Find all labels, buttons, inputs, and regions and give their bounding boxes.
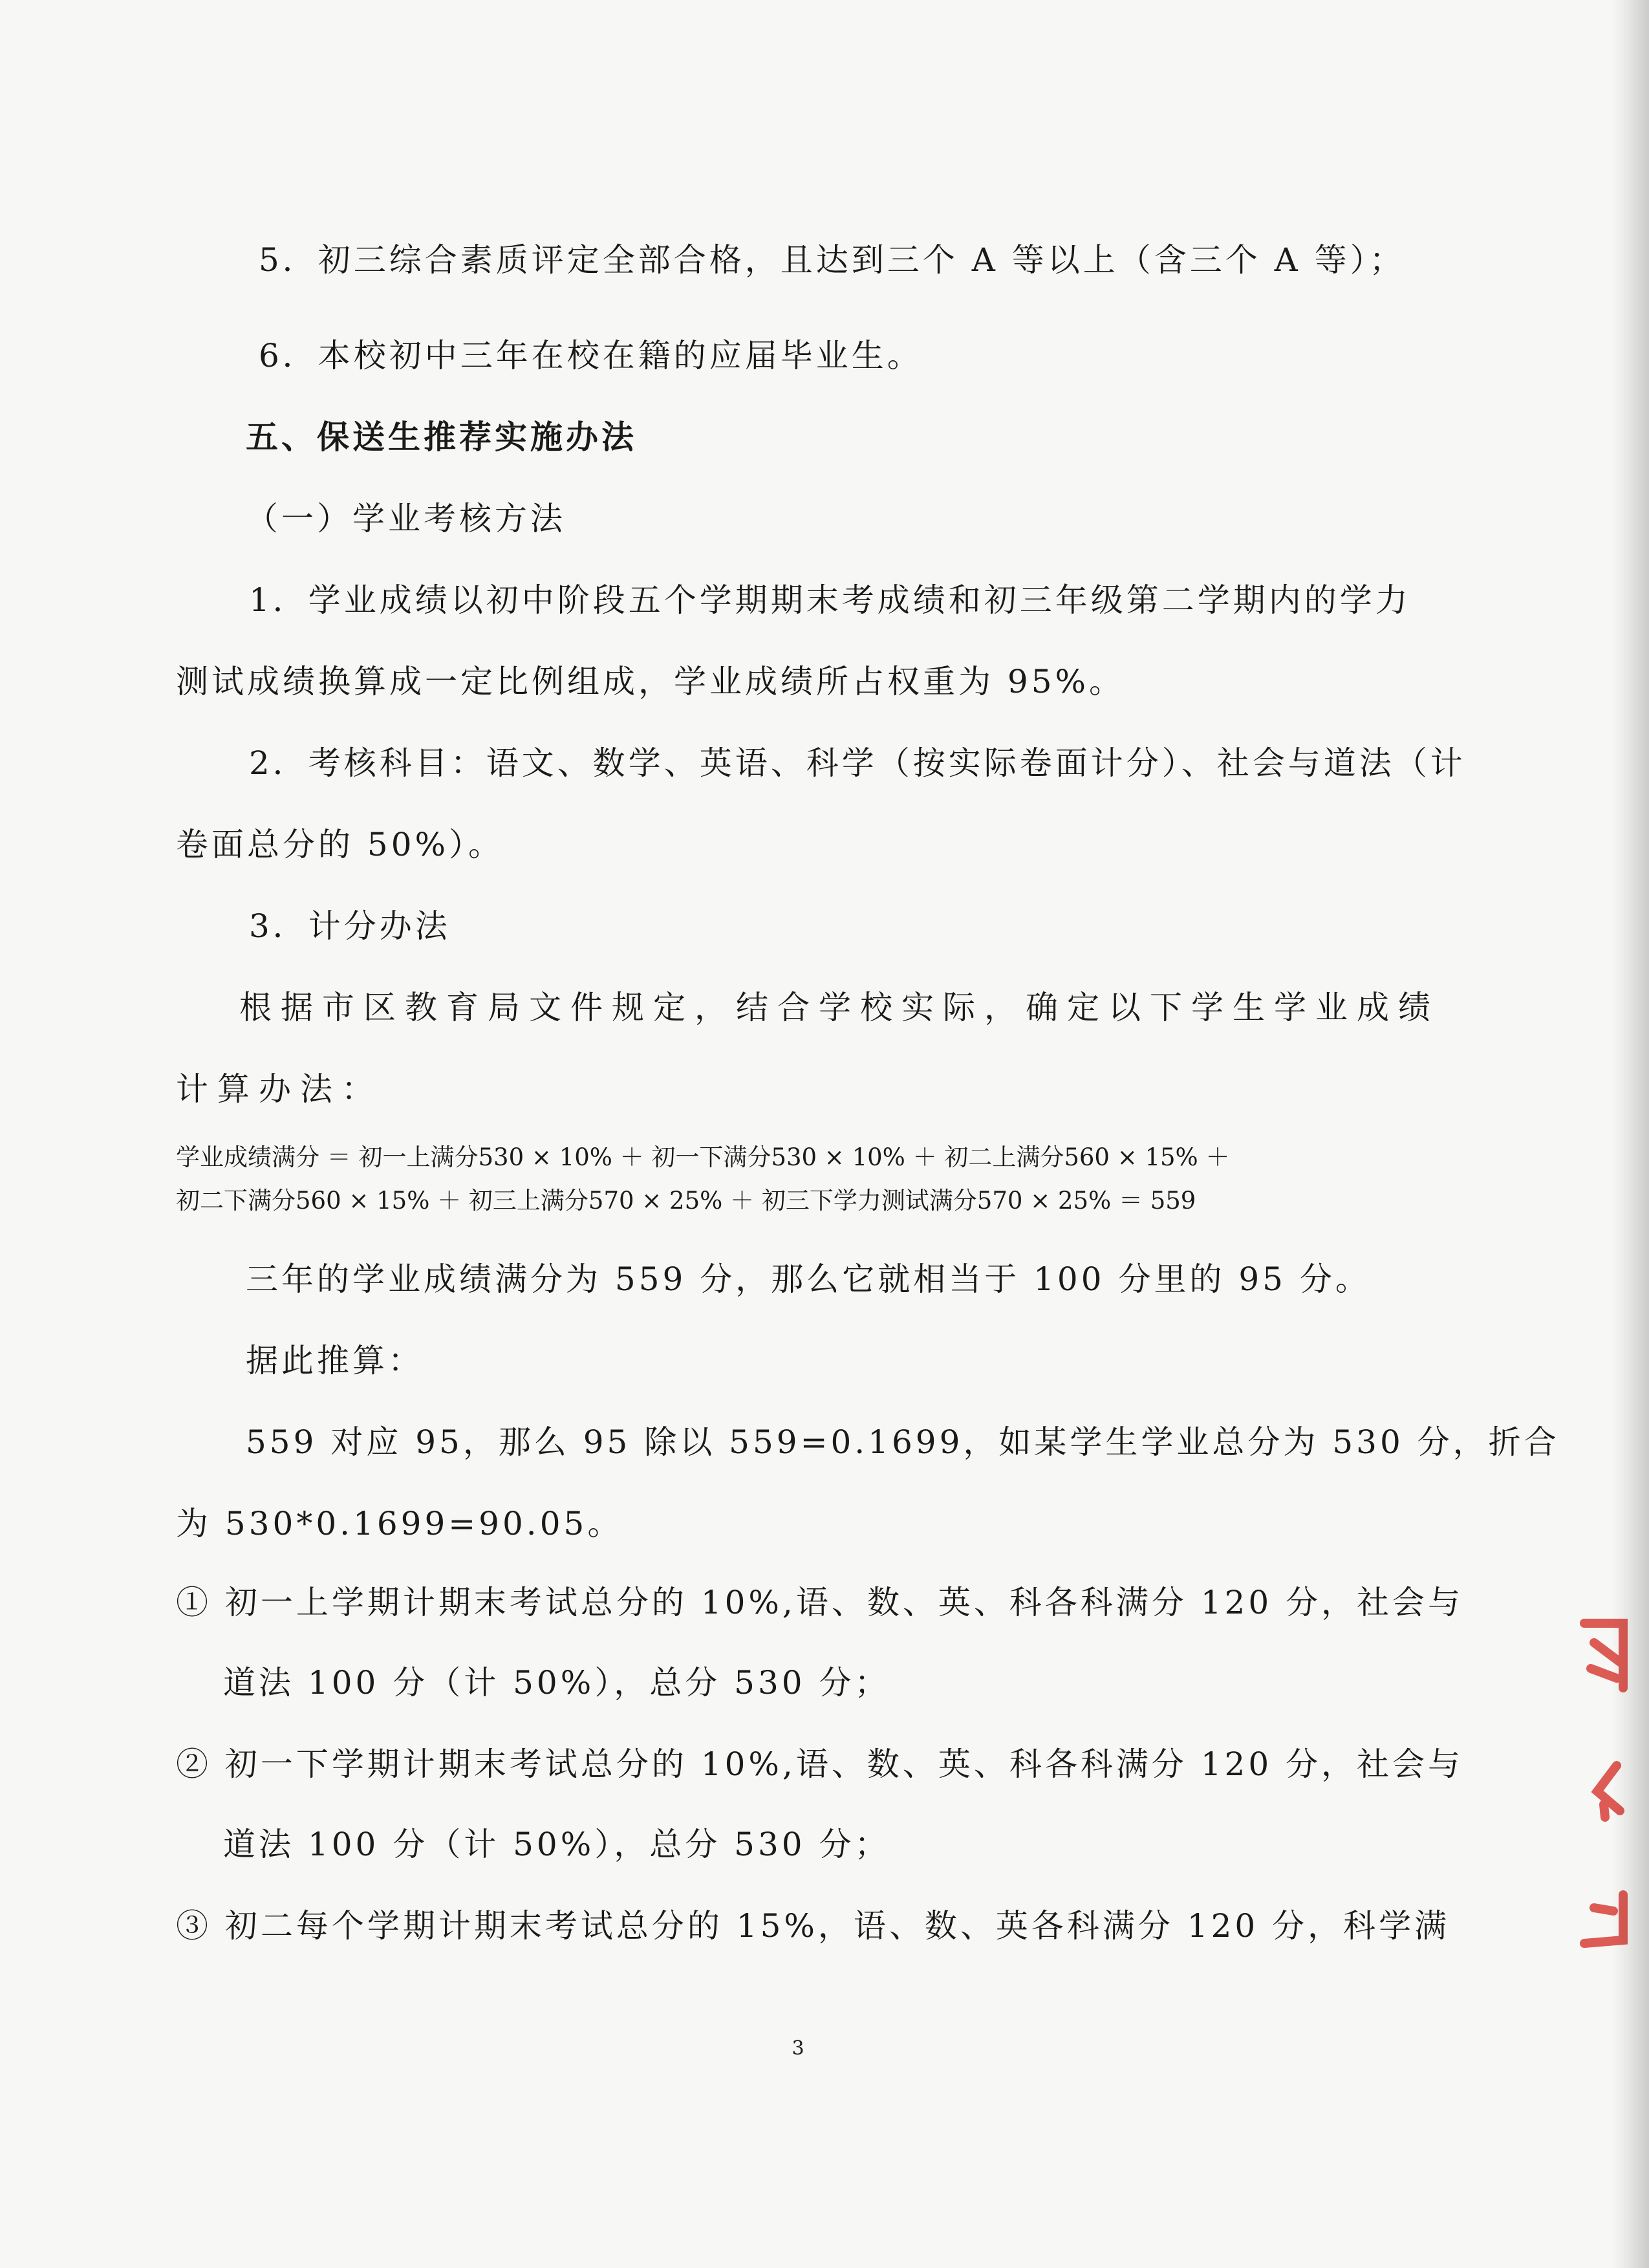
criterion-6: 6．本校初中三年在校在籍的应届毕业生。 (259, 337, 923, 374)
item-1-line-1: 1．学业成绩以初中阶段五个学期期末考成绩和初三年级第二学期内的学力 (249, 581, 1411, 619)
item-1-line-2: 测试成绩换算成一定比例组成，学业成绩所占权重为 95%。 (176, 663, 1125, 700)
subsection-heading-1: （一）学业考核方法 (246, 500, 566, 537)
derivation-line-1: 559 对应 95，那么 95 除以 559=0.1699，如某学生学业总分为 530 分，折合 (246, 1423, 1560, 1461)
semester-item-1-line-2: 道法 100 分（计 50%），总分 530 分； (223, 1664, 890, 1701)
semester-item-1-line-1: ① 初一上学期计期末考试总分的 10%,语、数、英、科各科满分 120 分，社会与 (176, 1584, 1464, 1621)
scan-edge-shadow (1611, 0, 1649, 2268)
item-3-heading: 3．计分办法 (249, 907, 451, 945)
item-2-line-2: 卷面总分的 50%）。 (176, 826, 504, 863)
rule-paragraph-line-1: 根据市区教育局文件规定，结合学校实际，确定以下学生学业成绩 (239, 989, 1439, 1026)
derivation-label: 据此推算： (246, 1342, 424, 1379)
rule-paragraph-line-2: 计算办法： (176, 1070, 383, 1108)
formula-line-1: 学业成绩满分 ＝ 初一上满分530 × 10% ＋ 初一下满分530 × 10% ＋ 初二上满分560 × 15% ＋ (176, 1143, 1230, 1171)
criterion-5: 5．初三综合素质评定全部合格，且达到三个 A 等以上（含三个 A 等）； (259, 241, 1405, 279)
semester-item-2-line-1: ② 初一下学期计期末考试总分的 10%,语、数、英、科各科满分 120 分，社会与 (176, 1745, 1464, 1783)
full-score-note: 三年的学业成绩满分为 559 分，那么它就相当于 100 分里的 95 分。 (246, 1260, 1371, 1298)
semester-item-3-line-1: ③ 初二每个学期计期末考试总分的 15%，语、数、英各科满分 120 分，科学满 (176, 1907, 1450, 1945)
derivation-line-2: 为 530*0.1699=90.05。 (176, 1505, 623, 1542)
semester-item-2-line-2: 道法 100 分（计 50%），总分 530 分； (223, 1826, 890, 1863)
item-2-line-1: 2．考核科目：语文、数学、英语、科学（按实际卷面计分）、社会与道法（计 (249, 744, 1466, 782)
section-heading-5: 五、保送生推荐实施办法 (246, 418, 637, 456)
formula-line-2: 初二下满分560 × 15% ＋ 初三上满分570 × 25% ＋ 初三下学力测试满分570 × 25% ＝ 559 (176, 1187, 1196, 1215)
page-number: 3 (792, 2037, 804, 2060)
